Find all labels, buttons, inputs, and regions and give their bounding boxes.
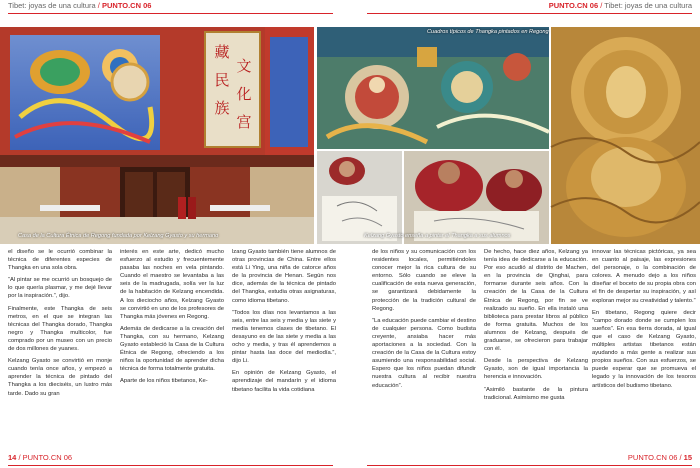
paragraph: De hecho, hace diez años, Kelzang ya tenía idea de dedicarse a la educación. Por eso acudió al distrito de Machen, en la provincia de Qinghai, para formarse durante seis años. Con la creación de la Casa de la Cultura Étnica de Regong, por fin se ve realizado su sueño. En ella instaló una biblioteca para prestar libros al público de forma gratuita. Muchos de los alumnos de Kelzang, después de graduarse, se ofrecieron para trabajar con él. (484, 249, 588, 353)
section-title: Tibet: joyas de una cultura (604, 1, 692, 10)
paragraph: “Asimiló bastante de la pintura tradicional. Asimismo me gusta (484, 386, 588, 401)
header-right (549, 0, 692, 12)
text-column (8, 248, 112, 448)
paragraph: En tibetano, Regong quiere decir “campo dorado donde se cumplen los sueños”. En esa tierra dorada, al igual que el caso de Kelzang Gyasto, múltiples artistas tibetanos están ayudando a más gente a realizar sus propios sueños. Con sus esfuerzos, se puede esperar que se promueva el legado y la innovación de los tesoros artísticos del budismo tibetano. (592, 309, 696, 389)
text-column (232, 248, 336, 448)
paragraph: “Todos los días nos levantamos a las seis, entre las seis y media y las siete y media tenemos clases de tibetano. El desayuno es de las siete y media a las ocho y media, y tras él aprendemos a pintar hasta las doce del mediodía.”, dijo Li. (232, 309, 336, 365)
header-left (8, 0, 151, 12)
monk-teaching-illustration (404, 151, 549, 244)
brand-name: PUNTO.CN 06 (22, 453, 73, 462)
photo-caption: Casa de la Cultura Étnica de Regong fundada por Kelzang Gyasto y su hermano (18, 233, 219, 239)
brand-name: PUNTO.CN 06 (627, 453, 678, 462)
paragraph: Finalmente, este Thangka de seis metros, en el que se integran las técnicas del Thangka dorado, Thangka negro y Thangka multicolor, fue comprado por un museo con un precio de dos millones de yuanes. (8, 305, 112, 353)
paragraph: el diseño se le ocurrió combinar la técnica de diferentes especies de Thangka en una sola obra. (8, 249, 112, 272)
photo-students-1 (317, 151, 402, 244)
text-column (372, 248, 476, 448)
header-separator: / (97, 1, 100, 10)
footer-left (8, 452, 72, 464)
brand-name: PUNTO.CN 06 (101, 1, 152, 10)
text-column (592, 248, 696, 448)
paragraph: interés en este arte, dedicó mucho esfuerzo al estudio y frecuentemente pasaba las noches en vela pintando. Cuando el maestro se levantaba a las seis de la madrugada, solía ver la luz de la habitación de Kelzang encendida. A los dieciocho años, Kelzang Gyasto se convirtió en uno de los profesores de Thangka más jóvenes en Regong. (120, 249, 224, 320)
paragraph: lzang Gyasto también tiene alumnos de otras provincias de China. Entre ellos está Li Ying, una niña de catorce años de la provincia de Henan. Según nos dice, además de la técnica de pintado del Thangka, estudia otras asignaturas, como idioma tibetano. (232, 249, 336, 304)
paragraph: En opinión de Kelzang Gyasto, el aprendizaje del mandarín y el idioma tibetano facilita la vida cotidiana (232, 370, 336, 393)
paragraph: Kelzang Gyasto se convirtió en monje cuando tenía once años, y empezó a aprender la técnica de pintado del Thangka a los dieciséis, un lustro más tarde. Dado su gran (8, 358, 112, 397)
footer-separator: / (18, 453, 21, 462)
page-number: 14 (8, 453, 17, 462)
footer-rule-right (367, 465, 692, 466)
paragraph: Desde la perspectiva de Kelzang Gyasto, son de igual importancia la herencia e innovación. (484, 358, 588, 381)
header-separator: / (600, 1, 603, 10)
photo-caption: Cuadros típicos de Thangka pintados en Regong (427, 29, 549, 35)
paragraph: “La educación puede cambiar el destino de cualquier persona. Como budista creyente, ansiaba hacer más aportaciones a la sociedad. Con la creación de la Casa de la Cultura estoy asumiendo una responsabilidad social. Espero que los niños puedan difundir nuestra cultura al recibir nuestra educación”. (372, 317, 476, 389)
culture-house-illustration (0, 27, 314, 244)
photo-culture-house (0, 27, 314, 244)
paragraph: innovar las técnicas pictóricas, ya sea en cuanto al paisaje, las expresiones del personaje, o la combinación de colores. A menudo dejo a los niños diseñar el boceto de su propia obra con el fin de despertar su inspiración, y así exploran mejor su creatividad y talento.” (592, 249, 696, 304)
svg-text:化: 化 (236, 85, 252, 103)
header-rule-left (8, 13, 333, 14)
svg-text:藏: 藏 (214, 43, 230, 61)
paragraph: de los niños y su comunicación con los residentes locales, permitiéndoles conocer mejor la rica cultura de su entorno. Sólo cuando se eleve la cualificación de esta nueva generación, se garantizará debidamente la protección de la tradición cultural de Regong. (372, 249, 476, 312)
section-title: Tibet: joyas de una cultura (8, 1, 96, 10)
footer-rule-left (8, 465, 333, 466)
photo-strip (0, 27, 700, 244)
paragraph: “Al pintar se me ocurrió un bosquejo de lo que quería plasmar, y me dejé llevar por la inspiración.”, dijo. (8, 277, 112, 300)
student-illustration (317, 151, 402, 244)
text-column (484, 248, 588, 448)
paragraph: Aparte de los niños tibetanos, Ke- (120, 378, 208, 385)
svg-text:宫: 宫 (236, 113, 252, 131)
header-rule-right (367, 13, 692, 14)
page-number: 15 (683, 453, 692, 462)
svg-text:民: 民 (214, 71, 230, 89)
footer-right (628, 452, 692, 464)
article-body (0, 248, 700, 448)
photo-thangka-mural (317, 27, 549, 149)
svg-text:族: 族 (214, 99, 230, 117)
text-column (120, 248, 224, 448)
photo-caption: Kelzang Gyasto enseña a pintar el Thangka a sus alumnos (364, 233, 511, 239)
brand-name: PUNTO.CN 06 (548, 1, 599, 10)
photo-golden-buddha (551, 27, 700, 244)
golden-buddha-illustration (551, 27, 700, 244)
svg-text:文: 文 (236, 57, 252, 75)
photo-students-2 (364, 151, 549, 244)
paragraph: Además de dedicarse a la creación del Thangka, con su hermano, Kelzang Gyasto estableció la Casa de la Cultura Étnica de Regong, ofreciendo a los niños la oportunidad de aprender dicha técnica de forma totalmente gratuita. (120, 325, 224, 373)
thangka-illustration (317, 27, 549, 149)
footer-separator: / (679, 453, 682, 462)
